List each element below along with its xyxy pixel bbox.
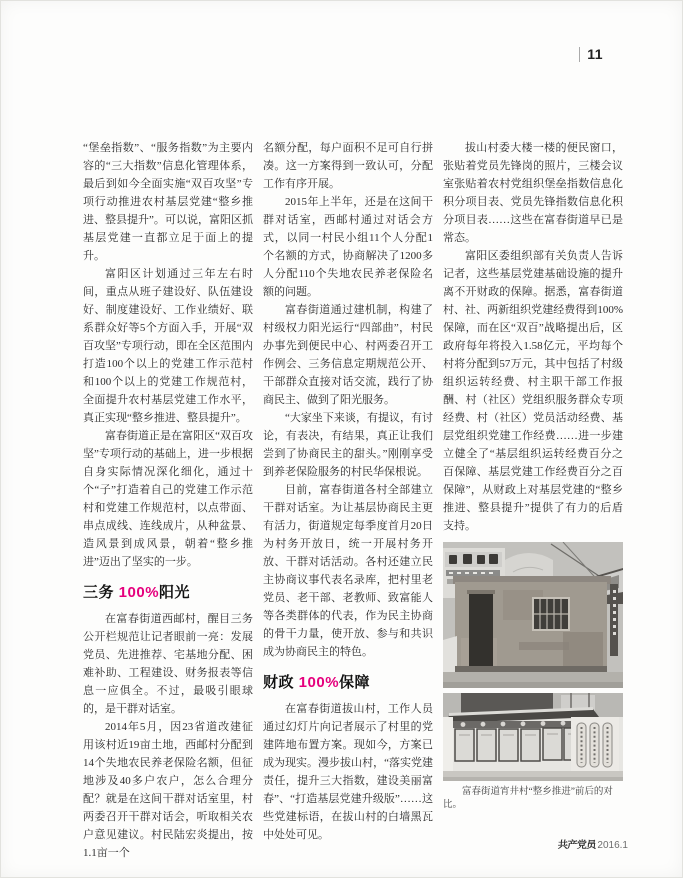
photo-before [443, 542, 623, 688]
paragraph: 2015年上半年，还是在这间干群对话室，西邮村通过对话会方式，以同一村民小组11个人分配1个名额的方式，协商解决了1200多人分配110个失地农民养老保险名额的问题。 [263, 196, 433, 298]
paragraph: 2014年5月，因23省道改建征用该村近19亩土地，西邮村分配到14个失地农民养老保险名额，但征地涉及40多户农户，怎么合理分配？就是在这间干群对话室里，村两委召开干群对话会，听取相关农户意见建议。村民陆宏炎提出，按1.1亩一个 [83, 721, 253, 859]
paragraph: 拔山村委大楼一楼的便民窗口，张贴着党员先锋岗的照片，三楼会议室张贴着农村党组织堡垒指数信息化积分项目表、党员先锋指数信息化积分项目表……这些在富春街道早已是常态。 [443, 142, 623, 244]
page-number-divider [579, 47, 581, 62]
couplet-strips [577, 723, 612, 767]
page-number [579, 46, 603, 62]
paragraph: 富春街道通过建机制，构建了村级权力阳光运行“四部曲”，村民办事先到便民中心、村两委召开工作例会、三务信息定期规范公开、干部群众直接对话交流，践行了协商民主、做到了阳光服务。 [263, 304, 433, 406]
article-column-1 [83, 139, 253, 862]
paragraph: 目前，富春街道各村全部建立干群对话室。为让基层协商民主更有活力，街道规定每季度首月20日为村务开放日，统一开展村务开放、干群对话活动。各村还建立民主协商议事代表名录库，把村里老党员、老干部、老教师、致富能人等各类群体的代表，作为民主协商的骨干力量，使开放、参与和共识成为协商民主的特色。 [263, 484, 433, 658]
photo-caption: 富春街道宵井村“整乡推进”前后的对比。 [443, 787, 613, 810]
issue-number: 2016.1 [597, 840, 628, 851]
paragraph: 富阳区委组织部有关负责人告诉记者，这些基层党建基础设施的提升离不开财政的保障。据悉，富春街道村、社、两新组织党建经费得到100%保障，而在区“双百”战略提出后，区政府每年将投入1.58亿元，平均每个村将分配到57万元，其中包括了村级组织运转经费、村主职干部工作报酬、村（社区）党组织服务群众专项经费、村（社区）党员活动经费、基层党组织党建工作经费……进一步建立健全了“基层组织运转经费百分之百保障、基层党建工作经费百分之百保障”，从财政上对基层党建的“整乡推进、整县提升”提供了有力的后盾支持。 [443, 250, 623, 532]
magazine-logo: 共产党员 [557, 840, 597, 851]
section-heading-sanwu [83, 584, 253, 602]
article-column-2 [263, 139, 433, 844]
heading-text: 保障 [339, 674, 371, 691]
before-photo-old-building [443, 542, 623, 688]
heading-text: 阳光 [159, 584, 191, 601]
heading-text: 财政 [263, 674, 299, 691]
heading-text: 三务 [83, 584, 119, 601]
paragraph: “大家坐下来谈，有提议，有讨论，有表决，有结果，真正让我们尝到了协商民主的甜头。”刚刚享受到养老保险服务的村民华保根说。 [263, 412, 433, 478]
article-column-3 [443, 139, 623, 812]
paragraph: 富阳区计划通过三年左右时间，重点从班子建设好、队伍建设好、制度建设好、工作业绩好、联系群众好等5个方面入手，开展“双百攻坚”专项行动，即在全区范围内打造100个以上的党建工作示范村和100个以上的党建工作规范村，全面提升农村基层党建工作水平，真正实现“整乡推进、整县提升”。 [83, 268, 253, 424]
paragraph: 富春街道正是在富阳区“双百攻坚”专项行动的基础上，进一步根据自身实际情况深化细化，通过十个“子”打造着自己的党建工作示范村和党建工作规范村，以点带面、串点成线、连线成片，从种盆景、造风景到成风景，朝着“整乡推进”迈出了坚实的一步。 [83, 430, 253, 568]
paragraph: “堡垒指数”、“服务指数”为主要内容的“三大指数”信息化管理体系，最后到如今全面实施“双百攻坚”专项行动推进农村基层党建“整乡推进、整县提升”。可以说，富阳区抓基层党建一直都立足于面上的提升。 [83, 142, 253, 262]
heading-percent: 100% [298, 674, 340, 691]
magazine-footer [558, 836, 628, 851]
paragraph: 名额分配，每户面积不足可自行拼凑。这一方案得到一致认可，分配工作有序开展。 [263, 142, 433, 190]
page-number-value: 11 [587, 46, 603, 62]
section-heading-caizheng [263, 674, 433, 692]
photo-after [443, 693, 623, 781]
heading-percent: 100% [118, 584, 160, 601]
paragraph: 在富春街道西邮村，醒目三务公开栏规范让记者眼前一亮：发展党员、先进推荐、宅基地分配、困难补助、工程建设、财务报表等信息一应俱全。不过，最吸引眼球的，是干群对话室。 [83, 613, 253, 715]
after-photo-notice-boards [443, 693, 623, 781]
doorway [469, 592, 493, 672]
paragraph: 在富春街道拔山村，工作人员通过幻灯片向记者展示了村里的党建阵地布置方案。现如今，方案已成为现实。漫步拔山村，“落实党建责任，提升三大指数，建设美丽富春”、“打造基层党建升级版”……这些党建标语，在拔山村的白墙黑瓦中处处可见。 [263, 703, 433, 841]
